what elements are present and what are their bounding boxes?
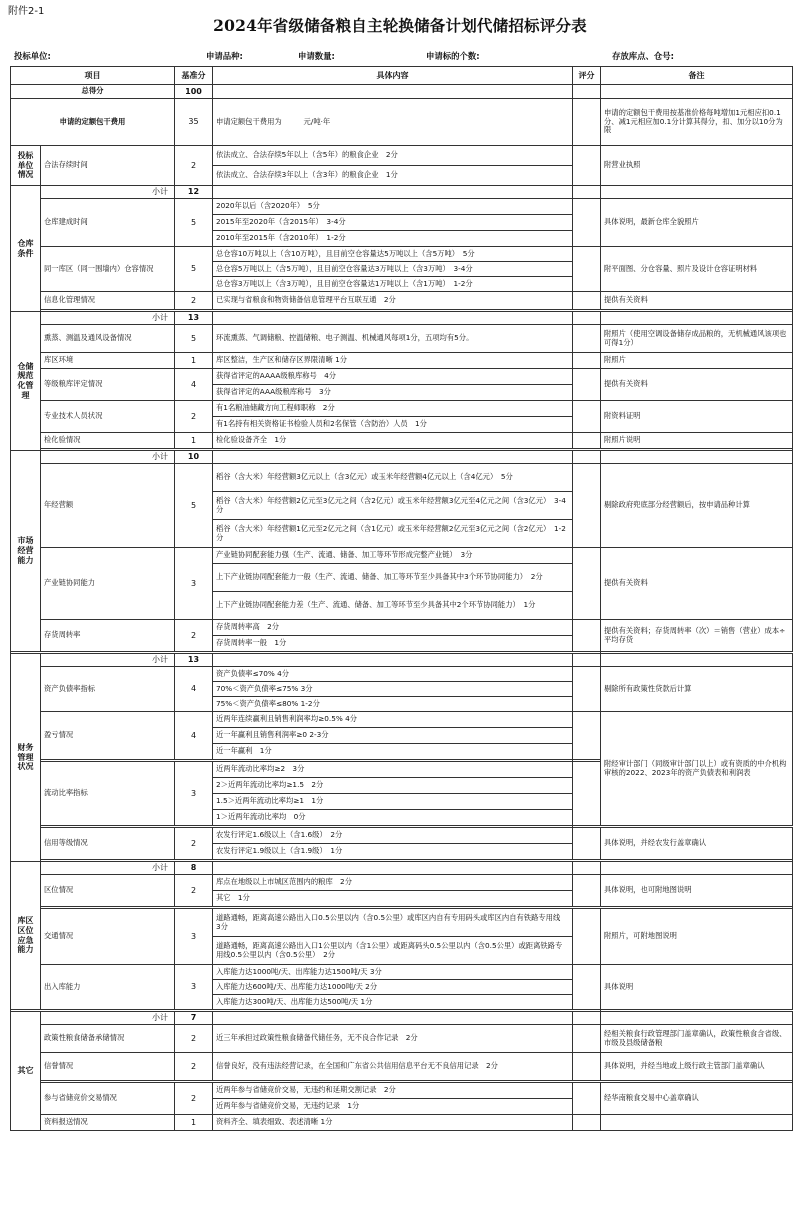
item-remark: 附照片说明 (601, 433, 793, 449)
score-cell[interactable] (573, 464, 601, 548)
table-row (11, 548, 793, 564)
category-warehouse: 仓库条件 (11, 186, 41, 312)
total-score: 100 (175, 85, 213, 99)
item-remark: 提供有关资料；存货周转率（次）＝销售（营业）成本÷平均存货 (601, 620, 793, 652)
criteria-line: 70%＜资产负债率≤75% 3分 (213, 682, 573, 697)
scoring-table (10, 66, 793, 1131)
criteria-line: 近三年承担过政策性粮食储备代储任务，无不良合作记录 2分 (213, 1025, 573, 1053)
criteria-line: 近两年流动比率均≥2 3分 (213, 762, 573, 778)
category-bidder: 投标单位情况 (11, 146, 41, 186)
criteria-line: 稻谷（含大米）年经营额1亿元至2亿元之间（含1亿元）或玉米年经营额2亿元至3亿元之间（含2亿元） 1-2分 (213, 520, 573, 548)
score-cell[interactable] (573, 292, 601, 310)
item-label: 交通情况 (41, 909, 175, 965)
table-row (11, 1025, 793, 1053)
item-remark: 提供有关资料 (601, 369, 793, 401)
table-row (11, 146, 793, 166)
criteria-line: 依法成立、合法存续5年以上（含5年）的粮食企业 2分 (213, 146, 573, 166)
subtotal-row (11, 451, 793, 464)
remark-cell (601, 451, 793, 464)
table-row (11, 712, 793, 728)
criteria-line: 近一年赢利且销售利润率≥0 2-3分 (213, 728, 573, 744)
score-cell[interactable] (573, 353, 601, 369)
item-label: 资料报送情况 (41, 1115, 175, 1131)
criteria-line: 2＞近两年流动比率均≥1.5 2分 (213, 778, 573, 794)
fee-score: 35 (175, 99, 213, 146)
item-score: 5 (175, 325, 213, 353)
criteria-line: 入库能力达300吨/天、出库能力达500吨/天 1分 (213, 995, 573, 1010)
criteria-line: 获得省评定的AAA级粮库称号 3分 (213, 385, 573, 401)
variety-label: 申请品种: (206, 51, 243, 61)
criteria-line: 75%＜资产负债率≤80% 1-2分 (213, 697, 573, 712)
table-row (11, 247, 793, 262)
criteria-line: 道路通畅，距离高速公路出入口1公里以内（含1公里）或距离码头0.5公里以内（含0.5公里）或距离铁路专用线0.5公里以内（含0.5公里） 2分 (213, 937, 573, 965)
content-cell (213, 862, 573, 875)
score-cell[interactable] (573, 146, 601, 186)
content-cell (213, 451, 573, 464)
item-remark: 具体说明，并经当地或上级行政主管部门盖章确认 (601, 1053, 793, 1081)
header-item: 项目 (11, 67, 175, 85)
criteria-line: 稻谷（含大米）年经营额2亿元至3亿元之间（含2亿元）或玉米年经营额3亿元至4亿元之间（含3亿元） 3-4分 (213, 492, 573, 520)
criteria-line: 2010年至2015年（含2010年） 1-2分 (213, 231, 573, 247)
criteria-line: 近一年赢利 1分 (213, 744, 573, 760)
item-label: 专业技术人员状况 (41, 401, 175, 433)
count-label: 申请标的个数: (426, 51, 480, 61)
item-score: 5 (175, 199, 213, 247)
subtotal-score: 8 (175, 862, 213, 875)
content-cell (213, 186, 573, 199)
item-remark: 经相关粮食行政管理部门盖章确认，政策性粮食含省级、市级及县级储备粮 (601, 1025, 793, 1053)
item-score: 2 (175, 401, 213, 433)
subtotal-row (11, 862, 793, 875)
header-row (11, 67, 793, 85)
subtotal-row (11, 654, 793, 667)
criteria-line: 资料齐全、填表细致、表述清晰 1分 (213, 1115, 573, 1131)
item-remark: 具体说明，最新仓库全貌照片 (601, 199, 793, 247)
remark-cell (601, 1115, 793, 1131)
item-label: 信誉情况 (41, 1053, 175, 1081)
item-remark: 附平面图、分仓容量、照片及设计仓容证明材料 (601, 247, 793, 292)
table-row (11, 965, 793, 980)
item-score: 4 (175, 712, 213, 760)
item-score: 3 (175, 762, 213, 826)
location-label: 存放库点、仓号: (612, 51, 674, 61)
item-score: 2 (175, 875, 213, 907)
total-label: 总得分 (11, 85, 175, 99)
criteria-line: 信誉良好，没有违法经营记录，在全国和广东省公共信用信息平台无不良信用记录 2分 (213, 1053, 573, 1081)
content-cell (213, 312, 573, 325)
criteria-line: 检化验设备齐全 1分 (213, 433, 573, 449)
item-remark: 附照片（使用空调设备储存成品粮的，无机械通风该项也可得1分） (601, 325, 793, 353)
score-cell[interactable] (573, 762, 601, 826)
subtotal-label: 小计 (41, 186, 175, 199)
item-label: 资产负债率指标 (41, 667, 175, 712)
item-score: 2 (175, 292, 213, 310)
score-cell[interactable] (573, 186, 601, 199)
item-score: 1 (175, 433, 213, 449)
item-remark: 提供有关资料 (601, 292, 793, 310)
subtotal-label: 小计 (41, 862, 175, 875)
category-location: 库区区位应急能力 (11, 862, 41, 1010)
score-cell[interactable] (573, 85, 601, 99)
fee-label: 申请的定额包干费用 (11, 99, 175, 146)
table-row (11, 909, 793, 937)
remark-cell (601, 85, 793, 99)
criteria-line: 存货周转率一般 1分 (213, 636, 573, 652)
attachment-label: 附件2-1 (8, 6, 45, 17)
score-cell[interactable] (573, 1012, 601, 1025)
criteria-line: 有1名持有相关资格证书检验人员和2名保管（含防治）人员 1分 (213, 417, 573, 433)
fee-row (11, 99, 793, 146)
criteria-line: 其它 1分 (213, 891, 573, 907)
item-score: 3 (175, 548, 213, 620)
score-cell[interactable] (573, 828, 601, 860)
subtotal-score: 13 (175, 654, 213, 667)
score-cell[interactable] (573, 433, 601, 449)
item-score: 2 (175, 146, 213, 186)
criteria-line: 近两年参与省储竞价交易，无违约记录 1分 (213, 1099, 573, 1115)
criteria-line: 农发行评定1.6级以上（含1.6级） 2分 (213, 828, 573, 844)
score-cell[interactable] (573, 369, 601, 401)
item-label: 产业链协同能力 (41, 548, 175, 620)
score-cell[interactable] (573, 667, 601, 712)
subtotal-label: 小计 (41, 1012, 175, 1025)
item-score: 3 (175, 909, 213, 965)
item-score: 1 (175, 353, 213, 369)
criteria-line: 1.5＞近两年流动比率均≥1 1分 (213, 794, 573, 810)
header-score: 评分 (573, 67, 601, 85)
content-cell (213, 85, 573, 99)
score-cell[interactable] (573, 1083, 601, 1115)
item-score: 4 (175, 667, 213, 712)
score-cell[interactable] (573, 1115, 601, 1131)
item-score: 2 (175, 1083, 213, 1115)
criteria-line: 环流熏蒸、气调储粮、控温储粮、电子测温、机械通风每项1分，五项均有5分。 (213, 325, 573, 353)
criteria-line: 总仓容3万吨以上（含3万吨），且目前空仓容量达1万吨以上（含1万吨） 1-2分 (213, 277, 573, 292)
item-remark: 附照片，可附地图说明 (601, 909, 793, 965)
criteria-line: 资产负债率≤70% 4分 (213, 667, 573, 682)
table-row (11, 875, 793, 891)
item-score: 2 (175, 1053, 213, 1081)
remark-cell (601, 654, 793, 667)
item-label: 区位情况 (41, 875, 175, 907)
item-remark: 附营业执照 (601, 146, 793, 186)
item-label: 检化验情况 (41, 433, 175, 449)
item-label: 盈亏情况 (41, 712, 175, 760)
item-label: 等级粮库评定情况 (41, 369, 175, 401)
category-finance: 财务管理状况 (11, 654, 41, 862)
criteria-line: 存货周转率高 2分 (213, 620, 573, 636)
score-cell[interactable] (573, 312, 601, 325)
criteria-line: 总仓容5万吨以上（含5万吨），且目前空仓容量达3万吨以上（含3万吨） 3-4分 (213, 262, 573, 277)
criteria-line: 近两年连续赢利且销售利润率均≥0.5% 4分 (213, 712, 573, 728)
item-label: 出入库能力 (41, 965, 175, 1010)
item-score: 3 (175, 965, 213, 1010)
table-row (11, 620, 793, 636)
criteria-line: 2015年至2020年（含2015年） 3-4分 (213, 215, 573, 231)
remark-cell (601, 862, 793, 875)
item-label: 仓库建成时间 (41, 199, 175, 247)
criteria-line: 上下产业链协同配套能力差（生产、流通、储备、加工等环节至少具备其中2个环节协同能力） 1分 (213, 592, 573, 620)
item-remark: 具体说明，并经农发行盖章确认 (601, 828, 793, 860)
subtotal-row (11, 1012, 793, 1025)
criteria-line: 近两年参与省储竞价交易，无违约和延期交割记录 2分 (213, 1083, 573, 1099)
criteria-line: 稻谷（含大米）年经营额3亿元以上（含3亿元）或玉米年经营额4亿元以上（含4亿元） 5分 (213, 464, 573, 492)
table-row (11, 1115, 793, 1131)
criteria-line: 获得省评定的AAAA级粮库称号 4分 (213, 369, 573, 385)
criteria-line: 已实现与省粮食和物资储备信息管理平台互联互通 2分 (213, 292, 573, 310)
score-cell[interactable] (573, 654, 601, 667)
item-label: 政策性粮食储备承储情况 (41, 1025, 175, 1053)
score-cell[interactable] (573, 548, 601, 620)
score-cell[interactable] (573, 451, 601, 464)
criteria-line: 入库能力达600吨/天、出库能力达1000吨/天 2分 (213, 980, 573, 995)
table-row (11, 325, 793, 353)
item-remark: 提供有关资料 (601, 548, 793, 620)
criteria-line: 产业链协同配套能力强（生产、流通、储备、加工等环节形成完整产业链） 3分 (213, 548, 573, 564)
criteria-line: 总仓容10万吨以上（含10万吨），且目前空仓容量达5万吨以上（含5万吨） 5分 (213, 247, 573, 262)
criteria-line: 有1名粮油储藏方向工程师职称 2分 (213, 401, 573, 417)
table-row (11, 1083, 793, 1099)
content-cell (213, 1012, 573, 1025)
header-content: 具体内容 (213, 67, 573, 85)
fee-content: 申请定额包干费用为 元/吨·年 (213, 99, 573, 146)
item-label: 信息化管理情况 (41, 292, 175, 310)
subtotal-label: 小计 (41, 312, 175, 325)
subtotal-score: 7 (175, 1012, 213, 1025)
score-cell[interactable] (573, 247, 601, 292)
criteria-line: 上下产业链协同配套能力一般（生产、流通、储备、加工等环节至少具备其中3个环节协同能力） 2分 (213, 564, 573, 592)
table-row (11, 292, 793, 310)
table-row (11, 828, 793, 844)
criteria-line: 库区整洁，生产区和储存区界限清晰 1分 (213, 353, 573, 369)
item-label: 信用等级情况 (41, 828, 175, 860)
subtotal-score: 12 (175, 186, 213, 199)
table-row (11, 369, 793, 385)
criteria-line: 依法成立、合法存续3年以上（含3年）的粮食企业 1分 (213, 166, 573, 186)
item-remark: 剔除所有政策性贷款后计算 (601, 667, 793, 712)
item-label: 同一库区（同一围墙内）仓容情况 (41, 247, 175, 292)
criteria-line: 库点在地级以上市城区范围内的粮库 2分 (213, 875, 573, 891)
score-cell[interactable] (573, 99, 601, 146)
score-cell[interactable] (573, 712, 601, 760)
item-remark: 附照片 (601, 353, 793, 369)
score-cell[interactable] (573, 1025, 601, 1053)
item-label: 熏蒸、测温及通风设备情况 (41, 325, 175, 353)
table-row (11, 353, 793, 369)
item-remark: 附资料证明 (601, 401, 793, 433)
subtotal-label: 小计 (41, 654, 175, 667)
score-cell[interactable] (573, 1053, 601, 1081)
subtotal-row (11, 186, 793, 199)
item-remark: 具体说明 (601, 965, 793, 1010)
score-cell[interactable] (573, 620, 601, 652)
table-row (11, 401, 793, 417)
bidder-label: 投标单位: (14, 51, 51, 61)
table-row (11, 199, 793, 215)
header-remark: 备注 (601, 67, 793, 85)
table-row (11, 464, 793, 492)
item-remark: 剔除政府兜底部分经营额后，按申请品种计算 (601, 464, 793, 548)
category-market: 市场经营能力 (11, 451, 41, 652)
criteria-line: 1＞近两年流动比率均 0分 (213, 810, 573, 826)
remark-cell (601, 312, 793, 325)
page-title: 2024年省级储备粮自主轮换储备计划代储招标评分表 (213, 16, 587, 35)
criteria-line: 道路通畅，距离高速公路出入口0.5公里以内（含0.5公里）或库区内自有专用码头或库区内自有铁路专用线 3分 (213, 909, 573, 937)
item-score: 2 (175, 1025, 213, 1053)
item-score: 4 (175, 369, 213, 401)
score-cell[interactable] (573, 909, 601, 965)
item-remark: 经华南粮食交易中心盖章确认 (601, 1083, 793, 1115)
score-cell[interactable] (573, 862, 601, 875)
item-score: 1 (175, 1115, 213, 1131)
item-remark: 具体说明，也可附地图说明 (601, 875, 793, 907)
quantity-label: 申请数量: (298, 51, 335, 61)
score-cell[interactable] (573, 199, 601, 247)
item-score: 5 (175, 464, 213, 548)
subtotal-label: 小计 (41, 451, 175, 464)
category-other: 其它 (11, 1012, 41, 1131)
remark-cell (601, 186, 793, 199)
item-label: 库区环境 (41, 353, 175, 369)
item-score: 2 (175, 620, 213, 652)
item-remark: 附经审计部门（同级审计部门以上）或有资质的中介机构审核的2022、2023年的资产负债表和利润表 (601, 712, 793, 826)
item-label: 参与省储竞价交易情况 (41, 1083, 175, 1115)
subtotal-row (11, 312, 793, 325)
score-cell[interactable] (573, 875, 601, 907)
subtotal-score: 10 (175, 451, 213, 464)
total-row (11, 85, 793, 99)
criteria-line: 2020年以后（含2020年） 5分 (213, 199, 573, 215)
criteria-line: 农发行评定1.9级以上（含1.9级） 1分 (213, 844, 573, 860)
item-label: 年经营额 (41, 464, 175, 548)
score-cell[interactable] (573, 325, 601, 353)
header-base: 基准分 (175, 67, 213, 85)
table-row (11, 667, 793, 682)
fee-remark: 申请的定额包干费用按基准价格每吨增加1元相应扣0.1分、减1元相应加0.1分计算其得分，扣、加分以10分为限 (601, 99, 793, 146)
item-label: 流动比率指标 (41, 762, 175, 826)
item-score: 5 (175, 247, 213, 292)
table-row (11, 433, 793, 449)
item-score: 2 (175, 828, 213, 860)
content-cell (213, 654, 573, 667)
category-storage: 仓储规范化管理 (11, 312, 41, 451)
score-cell[interactable] (573, 965, 601, 1010)
item-label: 合法存续时间 (41, 146, 175, 186)
score-cell[interactable] (573, 401, 601, 433)
subtotal-score: 13 (175, 312, 213, 325)
table-row (11, 1053, 793, 1081)
remark-cell (601, 1012, 793, 1025)
criteria-line: 入库能力达1000吨/天、出库能力达1500吨/天 3分 (213, 965, 573, 980)
item-label: 存货周转率 (41, 620, 175, 652)
